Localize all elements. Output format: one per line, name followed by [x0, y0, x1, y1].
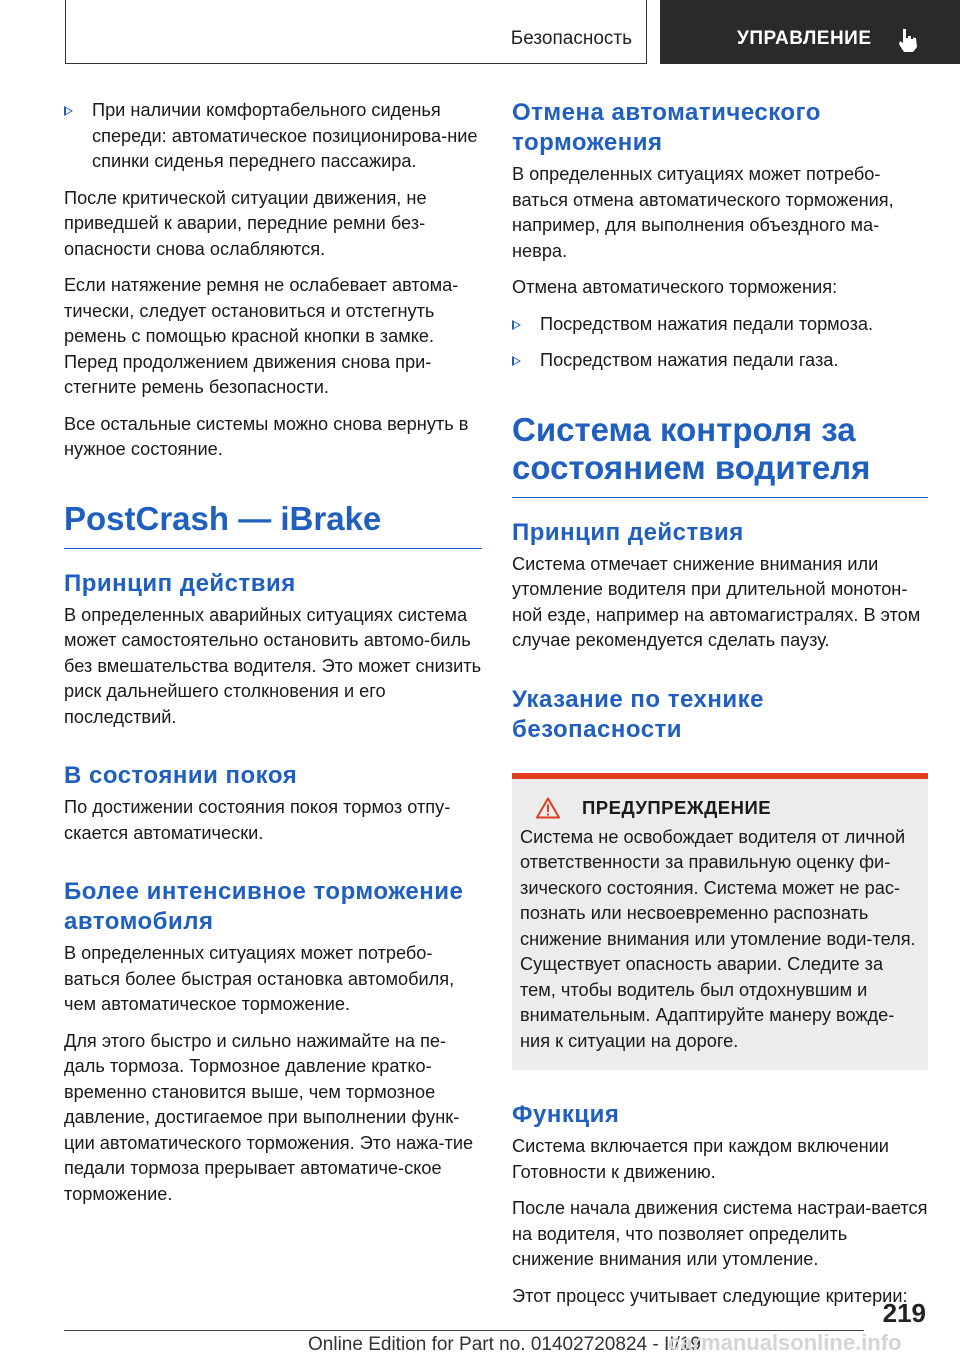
subsection-heading: Более интенсивное торможение автомобиля [64, 878, 464, 935]
list-item-text: Посредством нажатия педали газа. [540, 350, 839, 370]
warning-header [520, 797, 920, 819]
footer-edition: Online Edition for Part no. 01402720824 - II/19 [308, 1334, 701, 1355]
header-chapter-title: УПРАВЛЕНИЕ [737, 28, 872, 49]
list-item-text: При наличии комфортабельного сиденья спереди: автоматическое позиционирова-ние спинки сиденья переднего пассажира. [92, 100, 478, 171]
list-item [512, 348, 928, 374]
header-section-title: Безопасность [510, 28, 632, 49]
hand-pointer-icon [897, 27, 919, 53]
paragraph: После начала движения система настраи-вается на водителя, что позволяет определить снижение внимания или утомление. [512, 1198, 928, 1269]
paragraph: Система включается при каждом включении Готовности к движению. [512, 1136, 889, 1182]
paragraph: В определенных аварийных ситуациях система может самостоятельно остановить автомо-биль без вмешательства водителя. Это может снизить риск дальнейшего столкновения и его последствий. [64, 604, 482, 727]
header-section-tab [65, 0, 647, 64]
subsection-heading: Принцип действия [512, 518, 744, 546]
page-number: 219 [882, 1298, 926, 1328]
triangle-bullet-icon [512, 356, 521, 366]
footer-watermark: carmanualsonline.info [668, 1330, 902, 1355]
triangle-bullet-icon [512, 320, 521, 330]
section-heading: PostCrash — iBrake [64, 500, 482, 549]
warning-box [512, 773, 928, 1071]
paragraph: В определенных ситуациях может потребо-ваться отмена автоматического торможения, например, для выполнения объездного ма-невра. [512, 164, 894, 261]
paragraph: В определенных ситуациях может потребо-ваться более быстрая остановка автомобиля, чем автоматическое торможение. [64, 943, 455, 1014]
warning-text: Система не освобождает водителя от личной ответственности за правильную оценку фи-зического состояния. Система может не рас-познать или несвоевременно распознать снижение внимания или утомление води-теля. Существует опасность аварии. Следите за тем, чтобы водитель был отдохнувшим и внимательным. Адаптируйте манеру вожде-ния к ситуации на дороге. [520, 826, 916, 1051]
warning-triangle-icon [536, 797, 560, 819]
header-chapter-tab [660, 0, 960, 64]
subsection-heading: Принцип действия [64, 569, 296, 597]
subsection-heading: Функция [512, 1101, 620, 1128]
paragraph: Все остальные системы можно снова вернуть в нужное состояние. [64, 413, 469, 459]
subsection-heading: В состоянии покоя [64, 762, 298, 789]
section-heading: Система контроля за состоянием водителя [512, 411, 928, 498]
left-column [64, 98, 482, 1218]
paragraph: По достижении состояния покоя тормоз отпу-скается автоматически. [64, 797, 451, 843]
triangle-bullet-icon [64, 106, 73, 116]
paragraph: Система отмечает снижение внимания или утомление водителя при длительной монотон-ной езде, например на автомагистралях. В этом случае рекомендуется сделать паузу. [512, 553, 921, 650]
subsection-heading: Отмена автоматического торможения [512, 99, 821, 156]
paragraph: После критической ситуации движения, не приведшей к аварии, передние ремни без-опасности снова ослабляются. [64, 187, 427, 259]
warning-title: ПРЕДУПРЕЖДЕНИЕ [582, 796, 772, 818]
list-item [64, 98, 482, 175]
paragraph: Для этого быстро и сильно нажимайте на пе-даль тормоза. Тормозное давление кратко-временно становится выше, чем тормозное давление, достигаемое при выполнении функ-ции автоматического торможения. Это нажа-тие педали тормоза прерывает автоматиче-ское торможение. [64, 1030, 474, 1204]
paragraph: Если натяжение ремня не ослабевает автома-тически, следует остановиться и отстегнуть ремень с помощью красной кнопки в замке. Перед продолжением движения снова при-стегните ремень безопасности. [64, 275, 459, 397]
paragraph: Этот процесс учитывает следующие критерии: [512, 1285, 908, 1306]
right-column [512, 98, 928, 1320]
subsection-heading: Указание по технике безопасности [512, 685, 764, 743]
paragraph: Отмена автоматического торможения: [512, 277, 838, 297]
list-item [512, 312, 928, 338]
list-item-text: Посредством нажатия педали тормоза. [540, 313, 874, 334]
